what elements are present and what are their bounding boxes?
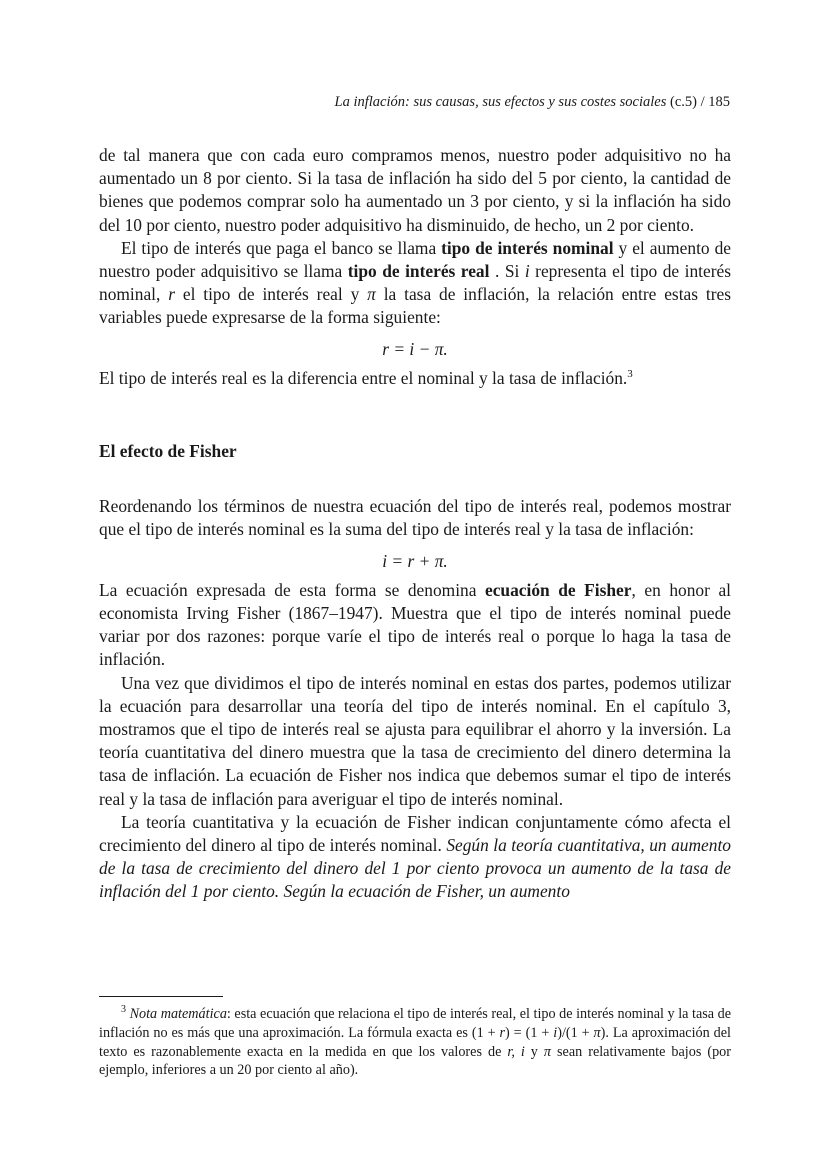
footnote-label: Nota matemática [129,1006,227,1022]
header-chapter: (c.5) [670,94,697,110]
variable: r [499,1024,506,1041]
text-run: ) = (1 + [505,1024,554,1041]
text-run: y [524,1043,544,1060]
text-run: El tipo de interés real es la diferencia entre el nominal y la tasa de inflación. [99,367,628,388]
variable: π [593,1024,601,1041]
term-nominal-rate: tipo de interés nominal [441,237,614,258]
variable: r [168,284,175,305]
variable: r, i [507,1043,525,1060]
text-run: el tipo de interés real y [174,284,368,305]
text-run: La teoría cuantitativa y la ecuación de Fisher indican conjuntamente cómo afecta el crecimiento del dinero al tipo de interés nominal. [99,811,731,856]
footnote-divider [99,996,223,997]
text-run: La ecuación expresada de esta forma se denomina [99,579,485,600]
text-run: El tipo de interés que paga el banco se llama [121,237,442,258]
text-run: la tasa de inflación, la relación entre estas tres variables puede expresarse de la forma siguiente: [99,284,731,328]
variable: i [524,261,530,282]
term-fisher-equation: ecuación de Fisher [484,579,632,600]
page-number: 185 [708,94,730,110]
footnote-area [99,996,731,1080]
footnote-marker: 3 [121,1004,126,1015]
paragraph-3 [99,367,731,390]
variable: i [553,1024,558,1041]
paragraph-7 [99,811,731,904]
main-text [99,144,731,904]
term-real-rate: tipo de interés real [347,261,490,282]
text-run: . Si [489,261,525,282]
equation-real-rate: r = i − π. [382,338,448,359]
paragraph-6: Una vez que dividimos el tipo de interés nominal en estas dos partes, podemos utilizar la ecuación para desarrollar una teoría del tipo de interés nominal. En el capítulo 3, mostramos que el tipo de interés real se ajusta para equilibrar el ahorro y la inversión. La teoría cuantitativa del dinero muestra que la tasa de crecimiento del dinero determina la tasa de inflación. La ecuación de Fisher nos indica que debemos sumar el tipo de interés real y la tasa de inflación para averiguar el tipo de interés nominal. [99,672,731,809]
header-title: La inflación: sus causas, sus efectos y sus costes sociales [334,94,667,110]
text-run: : esta ecuación que relaciona el tipo de interés real, el tipo de interés nominal y la tasa de inflación no es más que una aproximación. La fórmula exacta es (1 + [99,1006,732,1041]
footnote-reference[interactable]: 3 [627,367,633,380]
variable: π [367,284,376,305]
paragraph-2 [99,237,731,330]
paragraph-4: Reordenando los términos de nuestra ecuación del tipo de interés real, podemos mostrar que el tipo de interés nominal es la suma del tipo de interés real y la tasa de inflación: [99,496,731,540]
italic-run: Según la teoría cuantitativa, un aumento de la tasa de crecimiento del dinero del 1 por ciento provoca un aumento de la tasa de inflación del 1 por ciento. Según la ecuación de Fisher, un aumento [99,835,731,902]
section-heading: El efecto de Fisher [99,441,237,462]
paragraph-1: de tal manera que con cada euro compramos menos, nuestro poder adquisitivo no ha aumentado un 8 por ciento. Si la tasa de inflación ha sido del 5 por ciento, la cantidad de bienes que podemos comprar solo ha aumentado un 3 por ciento, y si la inflación ha sido del 10 por ciento, nuestro poder adquisitivo ha disminuido, de hecho, un 2 por ciento. [99,145,731,235]
header-separator: / [700,94,705,110]
variable: π [543,1043,552,1060]
text-run: ). La aproximación del texto es razonablemente exacta en la medida en que los valores de [99,1024,731,1060]
running-header [335,94,731,111]
footnote-3 [99,1005,731,1080]
text-run: )/(1 + [557,1024,594,1041]
paragraph-5 [99,579,731,672]
text-run: representa el tipo de interés nominal, [99,261,731,305]
text-run: , en honor al economista Irving Fisher (1867–1947). Muestra que el tipo de interés nominal puede variar por dos razones: porque varíe el tipo de interés real o porque lo haga la tasa de inflación. [99,579,731,670]
text-run: sean relativamente bajos (por ejemplo, inferiores a un 20 por ciento al año). [99,1043,731,1079]
equation-fisher: i = r + π. [382,550,448,571]
text-run: y el aumento de nuestro poder adquisitivo se llama [99,237,731,282]
